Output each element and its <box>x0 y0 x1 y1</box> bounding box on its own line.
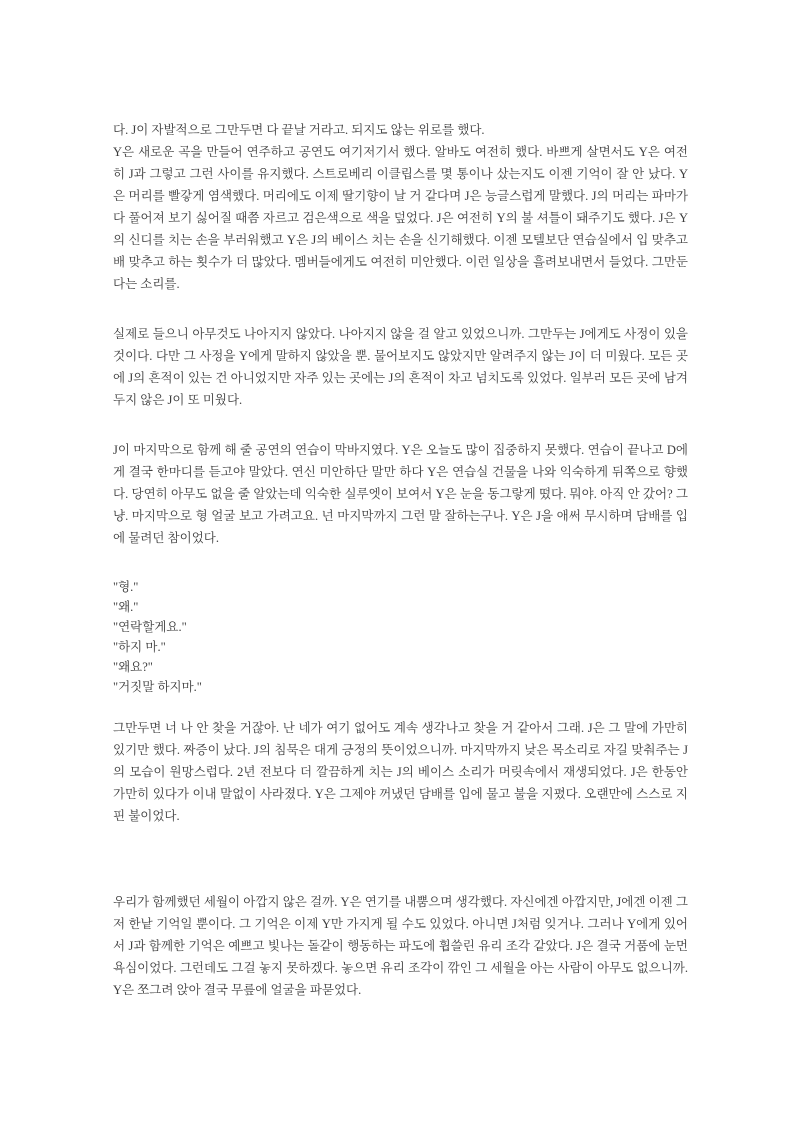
text-block-2 <box>113 323 688 411</box>
paragraph: 실제로 들으니 아무것도 나아지지 않았다. 나아지지 않을 걸 알고 있었으니까. 그만두는 J에게도 사정이 있을 것이다. 다만 그 사정을 Y에게 말하지 않았을 뿐. 물어보지도 않았지만 알려주지 않는 J이 더 미웠다. 모든 곳에 J의 흔적이 있는 건 아니었지만 자주 있는 곳에는 J의 흔적이 차고 넘치도록 있었다. 일부러 모든 곳에 남겨두지 않은 J이 또 미웠다. <box>113 327 688 407</box>
dialogue-line: "왜." <box>113 600 139 614</box>
text-block-1 <box>113 119 688 295</box>
paragraph: 그만두면 너 나 안 찾을 거잖아. 난 네가 여기 없어도 계속 생각나고 찾을 거 같아서 그래. J은 그 말에 가만히 있기만 했다. 짜증이 났다. J의 침묵은 대게 긍정의 뜻이었으니까. 마지막까지 낮은 목소리로 자길 맞춰주는 J의 모습이 원망스럽다. 2년 전보다 더 깔끔하게 치는 J의 베이스 소리가 머릿속에서 재생되었다. J은 한동안 가만히 있다가 이내 말없이 사라졌다. Y은 그제야 꺼냈던 담배를 입에 물고 불을 지폈다. 오랜만에 스스로 지핀 불이었다. <box>113 721 688 823</box>
dialogue-line: "하지 마." <box>113 640 166 654</box>
dialogue-line: "연락할게요." <box>113 620 187 634</box>
paragraph: J이 마지막으로 함께 해 줄 공연의 연습이 막바지였다. Y은 오늘도 많이 집중하지 못했다. 연습이 끝나고 D에게 결국 한마디를 듣고야 말았다. 연신 미안하단 말만 하다 Y은 연습실 건물을 나와 익숙하게 뒤쪽으로 향했다. 당연히 아무도 없을 줄 알았는데 익숙한 실루엣이 보여서 Y은 눈을 동그랗게 떴다. 뭐야. 아직 안 갔어? 그냥. 마지막으로 형 얼굴 보고 가려고요. 넌 마지막까지 그런 말 잘하는구나. Y은 J을 애써 무시하며 담배를 입에 물려던 참이었다. <box>113 443 688 545</box>
paragraph: Y은 새로운 곡을 만들어 연주하고 공연도 여기저기서 했다. 알바도 여전히 했다. 바쁘게 살면서도 Y은 여전히 J과 그렇고 그런 사이를 유지했다. 스트로베리 이클립스를 몇 통이나 샀는지도 이젠 기억이 잘 안 났다. Y은 머리를 빨갛게 염색했다. 머리에도 이제 딸기향이 날 거 같다며 J은 능글스럽게 말했다. J의 머리는 파마가 다 풀어져 보기 싫어질 때쯤 자르고 검은색으로 색을 덮었다. J은 여전히 Y의 불 셔틀이 돼주기도 했다. J은 Y의 신디를 치는 손을 부러워했고 Y은 J의 베이스 치는 손을 신기해했다. 이젠 모텔보단 연습실에서 입 맞추고 배 맞추고 하는 횟수가 더 많았다. 멤버들에게도 여전히 미안했다. 이런 일상을 흘려보내면서 들었다. 그만둔다는 소리를. <box>113 145 688 291</box>
paragraph: 우리가 함께했던 세월이 아깝지 않은 걸까. Y은 연기를 내뿜으며 생각했다. 자신에겐 아깝지만, J에겐 이젠 그저 한낱 기억일 뿐이다. 그 기억은 이제 Y만 가지게 될 수도 있었다. 아니면 J처럼 잊거나. 그러나 Y에게 있어서 J과 함께한 기억은 예쁘고 빛나는 돌같이 행동하는 파도에 휩쓸린 유리 조각 같았다. J은 결국 거품에 눈먼 욕심이었다. 그런데도 그걸 놓지 못하겠다. 놓으면 유리 조각이 깎인 그 세월을 아는 사람이 아무도 없으니까. Y은 쪼그려 앉아 결국 무릎에 얼굴을 파묻었다. <box>113 895 688 997</box>
text-column <box>113 119 688 1001</box>
dialogue-line: "거짓말 하지마." <box>113 680 202 694</box>
text-block-5 <box>113 891 688 1001</box>
dialogue-line: "왜요?" <box>113 660 153 674</box>
text-block-4 <box>113 717 688 827</box>
text-block-3 <box>113 439 688 549</box>
dialogue-line: "형." <box>113 580 139 594</box>
paragraph: 다. J이 자발적으로 그만두면 다 끝날 거라고. 되지도 않는 위로를 했다. <box>113 123 485 137</box>
dialogue-block <box>113 577 688 697</box>
